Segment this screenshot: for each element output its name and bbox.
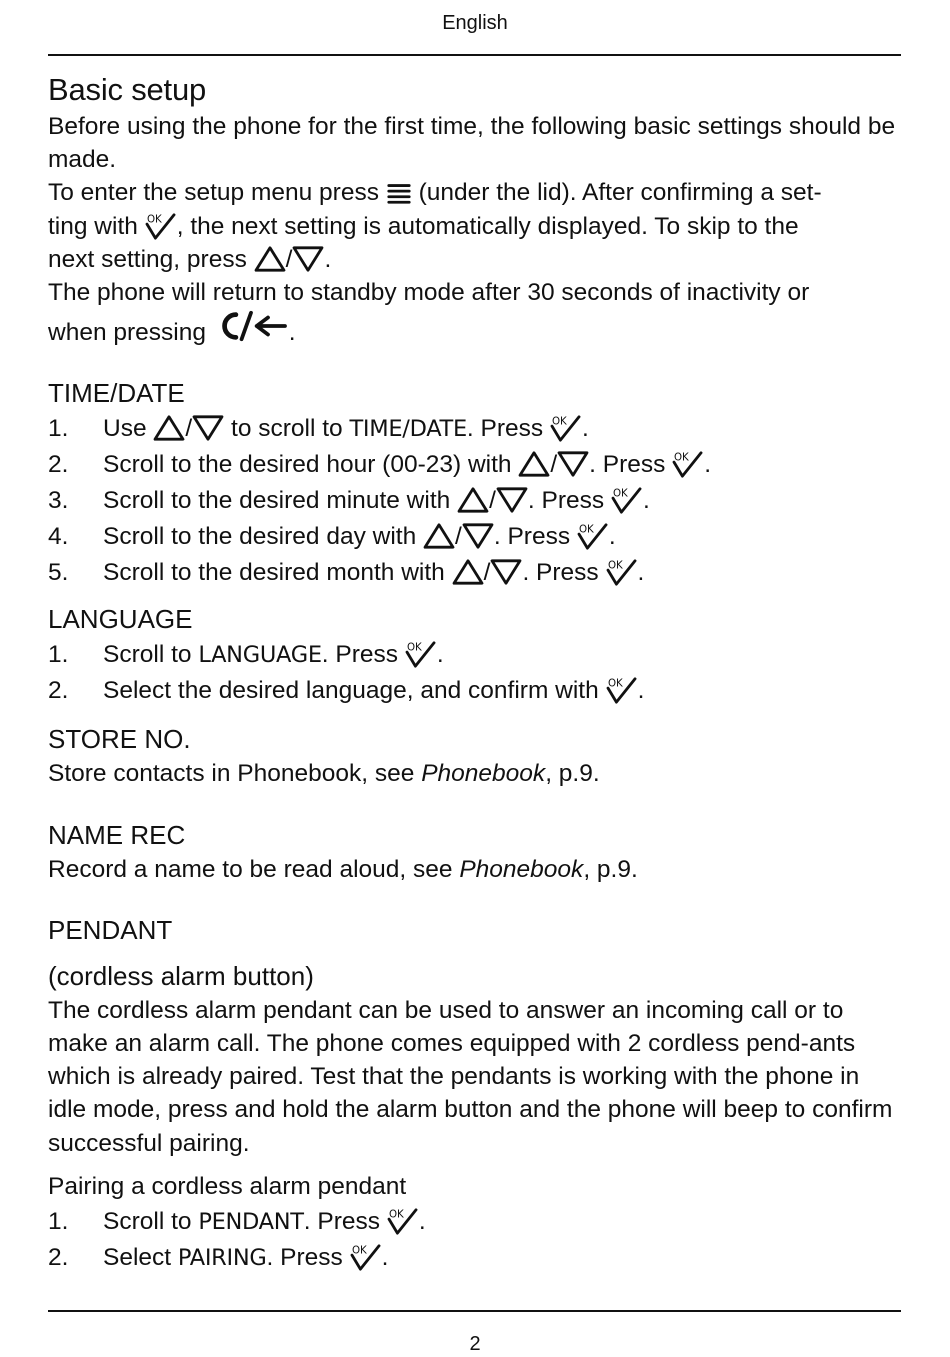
phonebook-reference: Phonebook xyxy=(459,855,584,883)
intro-text: The phone will return to standby mode after 30 seconds of inactivity or xyxy=(48,279,810,307)
step-text: Scroll to xyxy=(103,1207,192,1235)
page-header-language: English xyxy=(442,12,508,34)
ok-check-icon xyxy=(577,522,609,550)
intro-text: next setting, press xyxy=(48,245,247,273)
list-item: 1. Scroll to LANGUAGE. Press . xyxy=(48,637,908,673)
step-text: Scroll to the desired hour (00-23) with xyxy=(103,451,512,479)
ok-check-icon xyxy=(405,640,437,668)
section-subheading-pendant: (cordless alarm button) xyxy=(48,960,314,991)
language-steps xyxy=(48,637,908,709)
step-text: . Press xyxy=(303,1207,380,1235)
down-triangle-icon xyxy=(490,558,522,586)
up-triangle-icon xyxy=(423,522,455,550)
intro-paragraph-1: Before using the phone for the first time, the following basic settings should be made. xyxy=(48,113,896,174)
down-triangle-icon xyxy=(192,414,224,442)
menu-keyword: TIME/DATE xyxy=(349,416,467,443)
list-item: 4. Scroll to the desired day with / . Press . xyxy=(48,519,908,555)
section-heading-name-rec: NAME REC xyxy=(48,819,186,850)
step-number: 2. xyxy=(48,677,69,705)
section-title-basic-setup: Basic setup xyxy=(48,72,207,107)
up-triangle-icon xyxy=(457,486,489,514)
step-text: Scroll to the desired month with xyxy=(103,559,445,587)
intro-text: , the next setting is automatically displayed. To skip to the xyxy=(176,212,799,240)
step-text: Use xyxy=(103,415,147,443)
section-heading-store-no: STORE NO. xyxy=(48,724,191,755)
list-item: 5. Scroll to the desired month with / . Press . xyxy=(48,555,908,591)
body-text: Store contacts in Phonebook, see xyxy=(48,760,415,788)
intro-paragraph-2: To enter the setup menu press (under the lid). After confirming a set- ting with , the next setting is automatically displayed. To skip to the next setting, press / . xyxy=(48,179,822,273)
header-divider xyxy=(48,54,901,56)
name-rec-text xyxy=(48,853,908,886)
list-item: 3. Scroll to the desired minute with / . Press . xyxy=(48,483,908,519)
step-number: 4. xyxy=(48,523,69,551)
ok-check-icon xyxy=(387,1207,419,1235)
pairing-steps xyxy=(48,1204,908,1276)
clear-back-icon xyxy=(213,309,289,343)
body-text: , p.9. xyxy=(545,760,600,788)
intro-text: (under the lid). After confirming a set- xyxy=(418,179,822,207)
step-text: . Press xyxy=(321,641,399,669)
intro-text: when pressing xyxy=(48,319,206,347)
menu-icon xyxy=(386,180,412,206)
list-item: 1. Use / to scroll to TIME/DATE. Press . xyxy=(48,411,908,447)
basic-setup-intro xyxy=(48,110,908,349)
footer-divider xyxy=(48,1310,901,1312)
ok-check-icon xyxy=(350,1243,382,1271)
step-text: Scroll to xyxy=(103,641,192,669)
up-triangle-icon xyxy=(452,558,484,586)
body-text: Record a name to be read aloud, see xyxy=(48,855,453,883)
step-text: Select the desired language, and confirm with xyxy=(103,677,599,705)
step-text: . Press xyxy=(466,415,544,443)
step-text: . Press xyxy=(266,1243,343,1271)
menu-keyword: PENDANT xyxy=(198,1208,304,1235)
section-heading-language: LANGUAGE xyxy=(48,604,193,635)
step-number: 1. xyxy=(48,1207,69,1235)
step-number: 1. xyxy=(48,415,69,443)
store-no-text xyxy=(48,757,908,790)
menu-keyword: LANGUAGE xyxy=(198,642,322,669)
step-text: . Press xyxy=(527,487,605,515)
intro-paragraph-3: The phone will return to standby mode after 30 seconds of inactivity or when pressing . xyxy=(48,279,810,347)
step-text: . Press xyxy=(493,523,571,551)
page-content xyxy=(48,70,908,1276)
step-text: . Press xyxy=(522,559,599,587)
step-number: 3. xyxy=(48,487,69,515)
list-item: 2. Select the desired language, and confirm with . xyxy=(48,673,908,709)
step-text: Scroll to the desired day with xyxy=(103,523,417,551)
step-number: 2. xyxy=(48,1243,69,1271)
ok-check-icon xyxy=(606,558,638,586)
time-date-steps xyxy=(48,411,908,591)
ok-check-icon xyxy=(611,486,643,514)
list-item: 2. Scroll to the desired hour (00-23) with / . Press . xyxy=(48,447,908,483)
intro-text: ting with xyxy=(48,212,138,240)
step-number: 2. xyxy=(48,451,69,479)
step-text: Select xyxy=(103,1243,172,1271)
pendant-description: The cordless alarm pendant can be used to answer an incoming call or to make an alarm call. The phone comes equipped with 2 cordless pend-ants which is already paired. Test that the pendants is working with the phone in idle mode, press and hold the alarm button and the phone will beep to confirm successful pairing. xyxy=(48,996,893,1157)
step-text: Scroll to the desired minute with xyxy=(103,487,451,515)
ok-check-icon xyxy=(145,212,177,240)
down-triangle-icon xyxy=(292,245,324,273)
ok-check-icon xyxy=(606,676,638,704)
page-number: 2 xyxy=(469,1333,481,1355)
subsection-heading-pairing: Pairing a cordless alarm pendant xyxy=(48,1172,407,1200)
intro-text: To enter the setup menu press xyxy=(48,179,379,207)
down-triangle-icon xyxy=(557,450,589,478)
list-item: 2. Select PAIRING. Press . xyxy=(48,1240,908,1276)
step-text: to scroll to xyxy=(231,415,343,443)
phonebook-reference: Phonebook xyxy=(421,760,546,788)
ok-check-icon xyxy=(672,450,704,478)
down-triangle-icon xyxy=(496,486,528,514)
step-number: 5. xyxy=(48,559,69,587)
step-text: . Press xyxy=(589,451,666,479)
body-text: , p.9. xyxy=(583,855,638,883)
ok-check-icon xyxy=(550,414,582,442)
down-triangle-icon xyxy=(462,522,494,550)
section-heading-pendant: PENDANT xyxy=(48,914,173,945)
menu-keyword: PAIRING xyxy=(177,1244,267,1271)
step-number: 1. xyxy=(48,641,69,669)
up-triangle-icon xyxy=(254,245,286,273)
list-item: 1. Scroll to PENDANT. Press . xyxy=(48,1204,908,1240)
section-heading-time-date: TIME/DATE xyxy=(48,378,185,409)
up-triangle-icon xyxy=(153,414,185,442)
up-triangle-icon xyxy=(518,450,550,478)
